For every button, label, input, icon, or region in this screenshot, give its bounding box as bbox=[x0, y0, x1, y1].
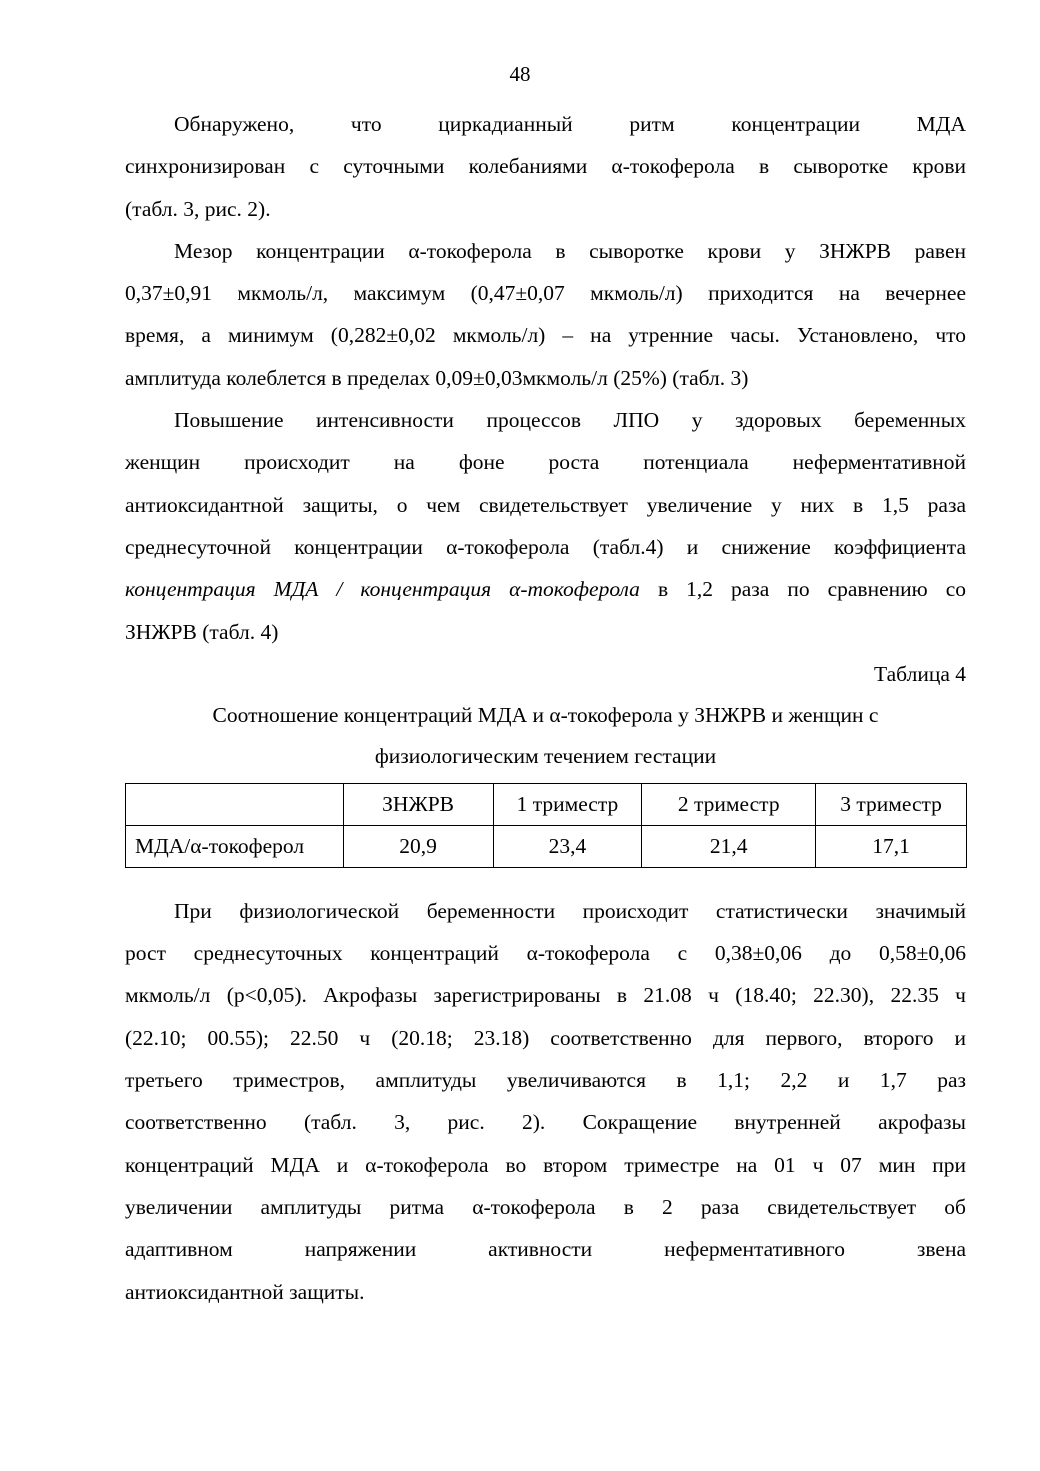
text-line: третьего триместров, амплитуды увеличиваются в 1,1; 2,2 и 1,7 раз bbox=[125, 1068, 966, 1093]
table-header-cell bbox=[126, 783, 344, 825]
table-row-label: МДА/α-токоферол bbox=[126, 825, 344, 867]
text-line: 0,37±0,91 мкмоль/л, максимум (0,47±0,07 мкмоль/л) приходится на вечернее bbox=[125, 281, 966, 306]
table-cell: 17,1 bbox=[816, 825, 967, 867]
paragraph-circadian-rhythm bbox=[125, 103, 966, 230]
table-cell: 20,9 bbox=[343, 825, 493, 867]
text-line: ЗНЖРВ (табл. 4) bbox=[125, 619, 279, 644]
table-label: Таблица 4 bbox=[874, 661, 966, 686]
table-header-cell: ЗНЖРВ bbox=[343, 783, 493, 825]
document-body bbox=[125, 103, 966, 1313]
table-row bbox=[126, 825, 967, 867]
table-header-cell: 1 триместр bbox=[493, 783, 642, 825]
text-line: антиоксидантной защиты. bbox=[125, 1279, 365, 1304]
table-header-row bbox=[126, 783, 967, 825]
text-line bbox=[125, 568, 966, 610]
table-cell: 21,4 bbox=[642, 825, 816, 867]
table-caption-line: Соотношение концентраций МДА и α-токоферола у ЗНЖРВ и женщин с bbox=[212, 702, 879, 727]
text-line: Обнаружено, что циркадианный ритм концентрации МДА bbox=[174, 112, 966, 136]
table-caption bbox=[125, 695, 966, 777]
text-line: адаптивном напряжении активности неферментативного звена bbox=[125, 1237, 966, 1262]
text-line: концентраций МДА и α-токоферола во втором триместре на 01 ч 07 мин при bbox=[125, 1152, 966, 1177]
text-line: (табл. 3, рис. 2). bbox=[125, 196, 271, 221]
text-line: синхронизирован с суточными колебаниями α-токоферола в сыворотке крови bbox=[125, 154, 966, 179]
italic-coefficient: концентрация МДА / концентрация α-токоферола bbox=[125, 577, 640, 602]
paragraph-lpo-increase bbox=[125, 399, 966, 653]
text-line: среднесуточной концентрации α-токоферола (табл.4) и снижение коэффициента bbox=[125, 534, 966, 559]
text-line: При физиологической беременности происходит статистически значимый bbox=[174, 898, 966, 923]
text-line: Повышение интенсивности процессов ЛПО у здоровых беременных bbox=[174, 408, 966, 433]
text-line: время, а минимум (0,282±0,02 мкмоль/л) – на утренние часы. Установлено, что bbox=[125, 323, 966, 348]
text-line: женщин происходит на фоне роста потенциала неферментативной bbox=[125, 450, 966, 475]
table-header-cell: 2 триместр bbox=[642, 783, 816, 825]
text-line: соответственно (табл. 3, рис. 2). Сокращение внутренней акрофазы bbox=[125, 1110, 966, 1135]
text-line: антиоксидантной защиты, о чем свидетельствует увеличение у них в 1,5 раза bbox=[125, 492, 966, 517]
text-fragment: в 1,2 раза по сравнению со bbox=[639, 577, 966, 602]
paragraph-mesor bbox=[125, 230, 966, 399]
paragraph-physiological-pregnancy bbox=[125, 890, 966, 1313]
ratio-table bbox=[125, 783, 967, 868]
text-line: мкмоль/л (р<0,05). Акрофазы зарегистрированы в 21.08 ч (18.40; 22.30), 22.35 ч bbox=[125, 983, 966, 1008]
text-line: амплитуда колеблется в пределах 0,09±0,03мкмоль/л (25%) (табл. 3) bbox=[125, 365, 749, 390]
text-line: Мезор концентрации α-токоферола в сыворотке крови у ЗНЖРВ равен bbox=[174, 238, 966, 263]
text-line: увеличении амплитуды ритма α-токоферола в 2 раза свидетельствует об bbox=[125, 1194, 966, 1219]
text-line: (22.10; 00.55); 22.50 ч (20.18; 23.18) соответственно для первого, второго и bbox=[125, 1025, 966, 1050]
table-header-cell: 3 триместр bbox=[816, 783, 967, 825]
text-line: рост среднесуточных концентраций α-токоферола с 0,38±0,06 до 0,58±0,06 bbox=[125, 941, 966, 966]
page-number: 48 bbox=[509, 62, 531, 86]
table-caption-line: физиологическим течением гестации bbox=[374, 743, 717, 768]
table-cell: 23,4 bbox=[493, 825, 642, 867]
